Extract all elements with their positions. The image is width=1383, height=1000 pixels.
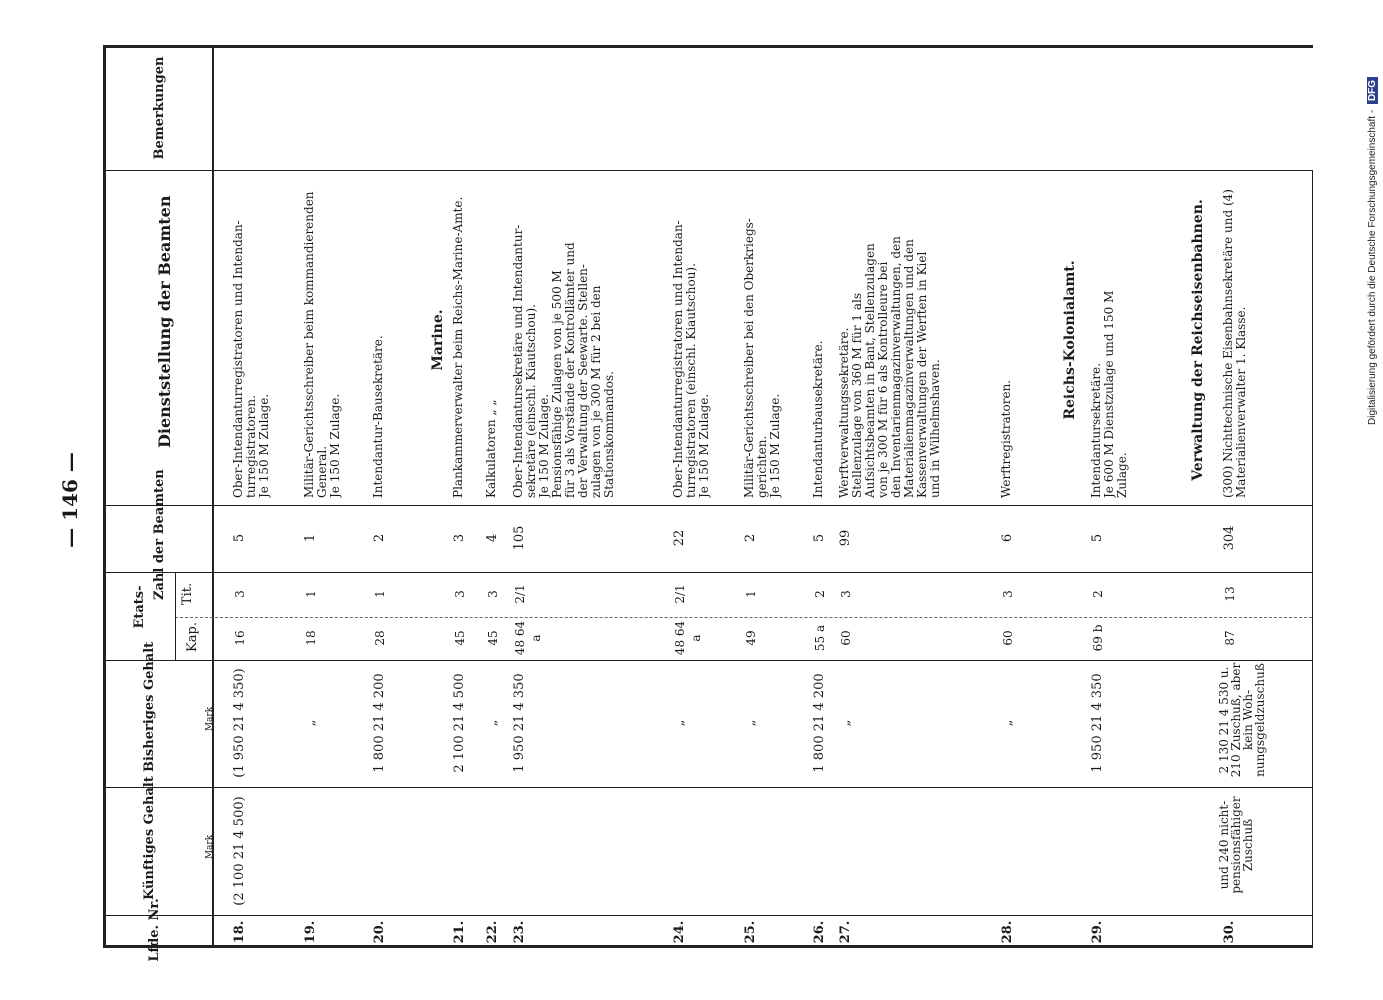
row-zahl: 2 xyxy=(372,533,387,543)
row-dienst-line: Intendantursekretäre. xyxy=(1089,363,1103,498)
header-bisherig-unit: Mark xyxy=(205,706,215,732)
row-nr: 18. xyxy=(232,920,247,944)
row-dienst-line: Ober-Intendanturregistratoren und Intendan- xyxy=(231,220,245,498)
row-bisherig: 2 100 21 4 500 xyxy=(452,673,467,773)
header-nr: Lfde. Nr. xyxy=(147,898,162,962)
row-zahl: 5 xyxy=(1090,533,1105,543)
row-zahl: 3 xyxy=(452,533,467,543)
row-nr: 28. xyxy=(1000,920,1015,944)
row-zahl: 99 xyxy=(838,529,853,547)
row-dienst-line: Je 150 M Zulage. xyxy=(328,393,342,498)
row-nr: 20. xyxy=(372,920,387,944)
row-kap: 28 xyxy=(373,630,387,646)
row-nr: 27. xyxy=(838,920,853,944)
row-dienst-line: und in Wilhelmshaven. xyxy=(928,359,942,498)
row-dienst-line: für 3 als Vorstände der Kontrollämter und xyxy=(563,242,577,498)
row-nr: 26. xyxy=(812,920,827,944)
header-kap: Kap. xyxy=(185,622,200,652)
row-zahl: 5 xyxy=(232,533,247,543)
row-kap: 60 xyxy=(1001,630,1015,646)
row-dienst-line: Kalkulatoren „ „ xyxy=(484,399,498,498)
row-bisherig: 1 950 21 4 350 xyxy=(1090,673,1105,773)
row-dienst-line: Militär-Gerichtsschreiber beim kommandierenden xyxy=(302,191,316,498)
header-bisherig: Bisheriges Gehalt xyxy=(142,641,157,772)
row-dienst-line: Je 600 M Dienstzulage und 150 M xyxy=(1102,290,1116,498)
row-dienst-line: Intendanturbausekretäre. xyxy=(811,340,825,498)
row-bisherig: 1 800 21 4 200 xyxy=(372,673,387,773)
row-dienst-line: turregistratoren. xyxy=(244,395,258,498)
row-tit: 2/1 xyxy=(673,584,687,604)
row-tit: 2 xyxy=(813,590,827,598)
section-heading: Reichs-Kolonialamt. xyxy=(1062,260,1078,420)
row-tit: 13 xyxy=(1223,586,1237,602)
row-dienst-line: Stationskommandos. xyxy=(602,371,616,498)
row-dienst-line: (300) Nichttechnische Eisenbahnsekretäre und (4) xyxy=(1221,189,1235,498)
row-dienst-line: Werftregistratoren. xyxy=(999,379,1013,498)
row-zahl: 2 xyxy=(743,533,758,543)
row-dienst-line: turregistratoren (einschl. Kiautschou). xyxy=(684,263,698,498)
row-dienst-line: von je 300 M für 6 als Kontrolleure bei xyxy=(876,261,890,498)
row-dienst-line: Ober-Intendanturregistratoren und Intendan- xyxy=(671,220,685,498)
row-kap: 49 xyxy=(744,630,758,646)
row-kap: 16 xyxy=(233,630,247,646)
header-kuenftig: Künftiges Gehalt xyxy=(142,776,157,900)
dfg-watermark xyxy=(1365,0,1381,425)
row-dienst-line: Je 150 M Zulage. xyxy=(537,393,551,498)
row-zahl: 1 xyxy=(303,533,318,543)
row-dienst-line: Materialienverwalter 1. Klasse. xyxy=(1234,306,1248,498)
row-kap: 69 b xyxy=(1091,624,1105,652)
row-bisherig: „ xyxy=(838,719,853,727)
row-dienst-line: Je 150 M Zulage. xyxy=(257,393,271,498)
row-kap: 18 xyxy=(304,630,318,646)
row-dienst-line: Zulage. xyxy=(1115,452,1129,498)
row-nr: 29. xyxy=(1090,920,1105,944)
row-dienst-line: Je 150 M Zulage. xyxy=(697,393,711,498)
row-bisherig: 2 130 21 4 530 u. 210 Zuschuß, aber kein Woh- nungsgeldzuschuß xyxy=(1217,662,1267,778)
row-dienst-line: Militär-Gerichtsschreiber bei den Oberkriegs- xyxy=(742,218,756,498)
row-bisherig: „ xyxy=(303,719,318,727)
row-tit: 3 xyxy=(233,590,247,598)
row-dienst-line: Ober-Intendantursekretäre und Intendantur- xyxy=(511,224,525,498)
row-nr: 30. xyxy=(1222,920,1237,944)
header-tit: Tit. xyxy=(180,582,195,606)
row-tit: 3 xyxy=(486,590,500,598)
row-dienst-line: Intendantur-Bausekretäre. xyxy=(371,335,385,498)
row-dienst-line: Materialienmagazinverwaltungen und den xyxy=(902,239,916,498)
row-bisherig: „ xyxy=(1000,719,1015,727)
row-tit: 3 xyxy=(453,590,467,598)
row-nr: 22. xyxy=(485,920,500,944)
row-kap: 45 xyxy=(453,630,467,646)
row-nr: 19. xyxy=(303,920,318,944)
header-bemerkungen: Bemerkungen xyxy=(152,56,167,160)
row-kap: 55 a xyxy=(813,624,827,652)
row-tit: 3 xyxy=(839,590,853,598)
row-bisherig: 1 950 21 4 350 xyxy=(512,673,527,773)
row-dienst-line: sekretäre (einschl. Kiautschou). xyxy=(524,304,538,498)
row-kap: 60 xyxy=(839,630,853,646)
row-kuenftig: (2 100 21 4 500) xyxy=(232,796,247,906)
row-kap: 48 64 a xyxy=(673,620,703,656)
row-bisherig: „ xyxy=(672,719,687,727)
header-dienst: Dienststellung der Beamten xyxy=(155,195,174,448)
row-dienst-line: Kassenverwaltungen der Werften in Kiel xyxy=(915,251,929,498)
row-dienst-line: Pensionsfähige Zulagen von je 500 M xyxy=(550,270,564,498)
row-kap: 48 64 a xyxy=(513,620,543,656)
row-tit: 2/1 xyxy=(513,584,527,604)
row-tit: 1 xyxy=(373,590,387,598)
row-tit: 3 xyxy=(1001,590,1015,598)
row-dienst-line: Plankammerverwalter beim Reichs-Marine-Amte. xyxy=(451,196,465,498)
header-kuenftig-unit: Mark xyxy=(205,834,215,860)
row-tit: 1 xyxy=(744,590,758,598)
header-zahl: Zahl der Beamten xyxy=(152,469,167,600)
row-dienst-line: gerichten. xyxy=(755,435,769,498)
row-kap: 87 xyxy=(1223,630,1237,646)
row-dienst-line: Je 150 M Zulage. xyxy=(768,393,782,498)
row-bisherig: 1 800 21 4 200 xyxy=(812,673,827,773)
row-nr: 21. xyxy=(452,920,467,944)
header-etats: Etats- xyxy=(132,585,147,629)
row-dienst-line: zulagen von je 300 M für 2 bei den xyxy=(589,285,603,498)
section-heading: Verwaltung der Reichseisenbahnen. xyxy=(1190,199,1206,481)
row-kuenftig: und 240 nicht- pensionsfähiger Zuschuß xyxy=(1217,796,1255,894)
row-tit: 1 xyxy=(304,590,318,598)
row-dienst-line: der Verwaltung der Seewarte. Stellen- xyxy=(576,264,590,498)
row-zahl: 22 xyxy=(672,529,687,547)
row-dienst-line: den Inventarienmagazinverwaltungen, den xyxy=(889,236,903,498)
row-dienst-line: Werftverwaltungssekretäre. xyxy=(837,327,851,498)
page-number: — 146 — xyxy=(58,452,82,548)
row-dienst-line: Aufsichtsbeamten in Bant, Stellenzulagen xyxy=(863,243,877,498)
row-dienst-line: Stellenzulage von 360 M für 1 als xyxy=(850,293,864,498)
row-nr: 23. xyxy=(512,920,527,944)
row-zahl: 4 xyxy=(485,533,500,543)
row-zahl: 105 xyxy=(512,525,527,551)
row-bisherig: „ xyxy=(743,719,758,727)
row-dienst-line: General. xyxy=(315,445,329,498)
dfg-logo: DFG xyxy=(1367,77,1378,104)
row-zahl: 6 xyxy=(1000,533,1015,543)
section-heading: Marine. xyxy=(430,309,446,371)
row-zahl: 304 xyxy=(1222,525,1237,551)
row-bisherig: (1 950 21 4 350) xyxy=(232,668,247,778)
row-zahl: 5 xyxy=(812,533,827,543)
row-nr: 25. xyxy=(743,920,758,944)
row-kap: 45 xyxy=(486,630,500,646)
row-tit: 2 xyxy=(1091,590,1105,598)
row-bisherig: „ xyxy=(485,719,500,727)
row-nr: 24. xyxy=(672,920,687,944)
dfg-watermark-text: Digitalisierung gefördert durch die Deutsche Forschungsgemeinschaft - xyxy=(1367,109,1378,425)
